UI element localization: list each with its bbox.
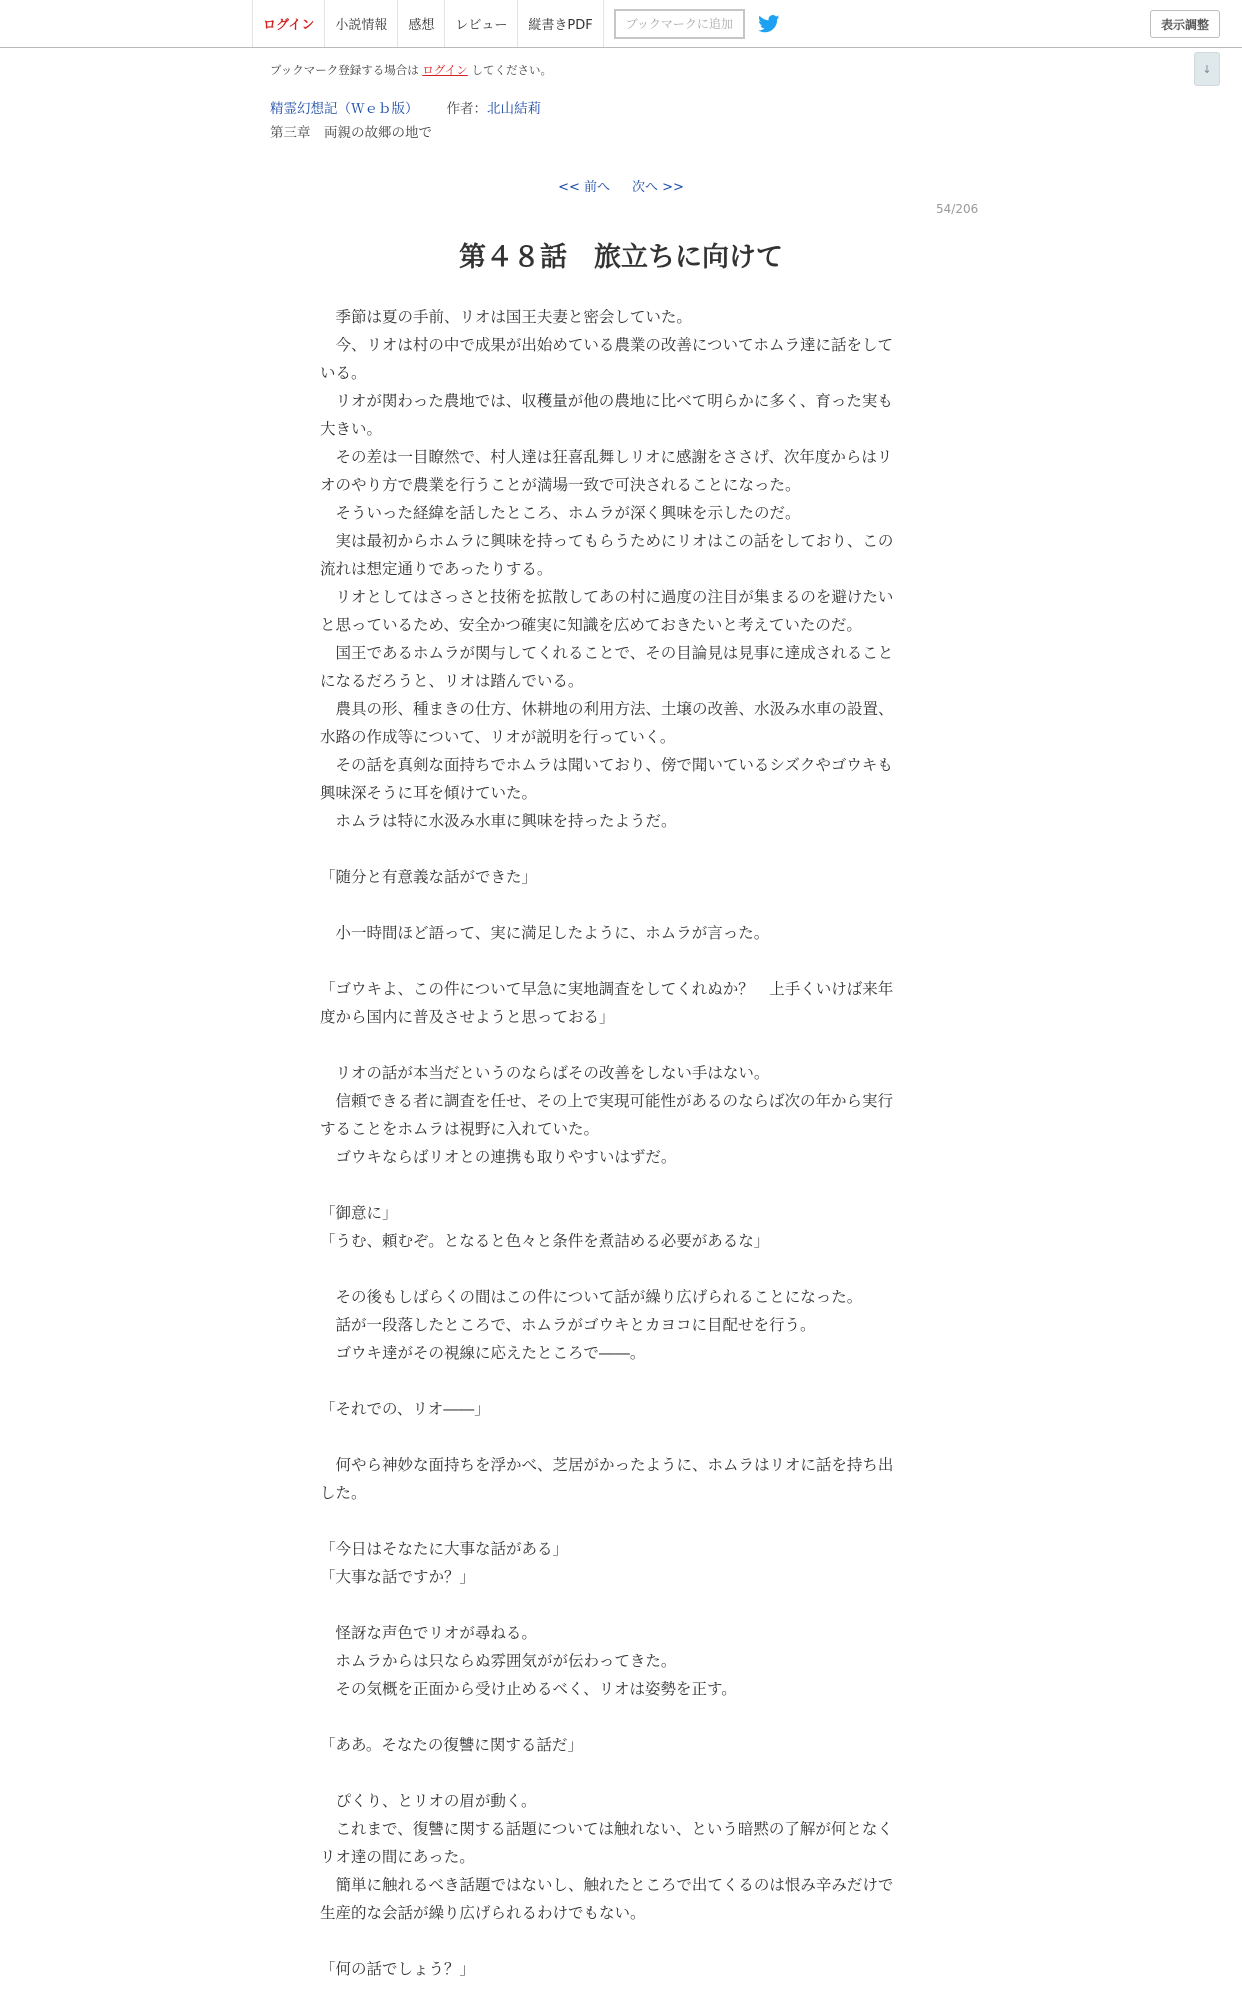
body-line: 国王であるホムラが関与してくれることで、その目論見は見事に達成されること (320, 644, 894, 662)
body-line (320, 1367, 920, 1395)
twitter-icon[interactable] (757, 12, 781, 36)
author-label: 作者： (446, 101, 487, 117)
scroll-down-button[interactable]: ↓ (1194, 52, 1220, 86)
body-line: 話が一段落したところで、ホムラがゴウキとカヨコに目配せを行う。 (320, 1316, 816, 1334)
episode-counter: 54/206 (936, 202, 979, 216)
body-line: その差は一目瞭然で、村人達は狂喜乱舞しリオに感謝をささげ、次年度からはリ (320, 448, 893, 466)
body-line: ホムラからは只ならぬ雰囲気がが伝わってきた。 (320, 1652, 677, 1670)
body-line: そういった経緯を話したところ、ホムラが深く興味を示したのだ。 (320, 504, 801, 522)
body-line: ゴウキならばリオとの連携も取りやすいはずだ。 (320, 1148, 677, 1166)
header-nav (252, 0, 781, 47)
body-line: 実は最初からホムラに興味を持ってもらうためにリオはこの話をしており、この (320, 532, 894, 550)
chapter-title: 第三章 両親の故郷の地で (270, 125, 432, 141)
body-line: 「うむ、頼むぞ。となると色々と条件を煮詰める必要があるな」 (320, 1232, 770, 1250)
review-link[interactable]: レビュー (445, 0, 518, 47)
novel-title-link[interactable]: 精霊幻想記（Ｗｅｂ版） (270, 101, 419, 117)
author-link[interactable]: 北山結莉 (487, 101, 541, 117)
body-line: リオ達の間にあった。 (320, 1848, 475, 1866)
body-line: ゴウキ達がその視線に応えたところで――。 (320, 1344, 646, 1362)
body-line: ホムラは特に水汲み水車に興味を持ったようだ。 (320, 812, 677, 830)
body-line: 小一時間ほど語って、実に満足したように、ホムラが言った。 (320, 924, 770, 942)
body-line: 「今日はそなたに大事な話がある」 (320, 1540, 569, 1558)
body-line: になるだろうと、リオは踏んでいる。 (320, 672, 584, 690)
body-line: 興味深そうに耳を傾けていた。 (320, 784, 538, 802)
body-line: 農具の形、種まきの仕方、休耕地の利用方法、土壌の改善、水汲み水車の設置、 (320, 700, 894, 718)
body-line: 度から国内に普及させようと思っておる」 (320, 1008, 615, 1026)
body-line: リオが関わった農地では、収穫量が他の農地に比べて明らかに多く、育った実も (320, 392, 893, 410)
body-line: その話を真剣な面持ちでホムラは聞いており、傍で聞いているシズクやゴウキも (320, 756, 893, 774)
episode-pager (0, 176, 1242, 195)
body-line (320, 947, 920, 975)
body-line: 信頼できる者に調査を任せ、その上で実現可能性があるのならば次の年から実行 (320, 1092, 894, 1110)
body-line (320, 1759, 920, 1787)
body-line (320, 1927, 920, 1955)
novel-info-line (270, 97, 541, 117)
body-line: 季節は夏の手前、リオは国王夫妻と密会していた。 (320, 308, 692, 326)
body-line (320, 1703, 920, 1731)
body-line: した。 (320, 1484, 367, 1502)
body-line: リオの話が本当だというのならばその改善をしない手はない。 (320, 1064, 770, 1082)
body-line: 生産的な会話が繰り広げられるわけでもない。 (320, 1904, 646, 1922)
body-line: 怪訝な声色でリオが尋ねる。 (320, 1624, 537, 1642)
body-line (320, 1507, 920, 1535)
body-line: オのやり方で農業を行うことが満場一致で可決されることになった。 (320, 476, 801, 494)
body-line: と思っているため、安全かつ確実に知識を広めておきたいと考えていたのだ。 (320, 616, 862, 634)
body-line: その気概を正面から受け止めるべく、リオは姿勢を正す。 (320, 1680, 737, 1698)
add-bookmark-button[interactable]: ブックマークに追加 (614, 9, 745, 39)
body-line: 「それでの、リオ――」 (320, 1400, 490, 1418)
bookmark-note-prefix: ブックマーク登録する場合は (270, 63, 419, 77)
body-line (320, 891, 920, 919)
top-navigation-bar (0, 0, 1242, 48)
body-line (320, 1423, 920, 1451)
body-line (320, 1255, 920, 1283)
episode-body (320, 303, 920, 1983)
body-line: 水路の作成等について、リオが説明を行っていく。 (320, 728, 676, 746)
display-settings-button[interactable]: 表示調整 (1150, 10, 1220, 38)
bookmark-note-suffix: してください。 (471, 63, 552, 77)
body-line: 何やら神妙な面持ちを浮かべ、芝居がかったように、ホムラはリオに話を持ち出 (320, 1456, 894, 1474)
body-line (320, 835, 920, 863)
body-line: 「御意に」 (320, 1204, 398, 1222)
novel-info-link[interactable]: 小説情報 (325, 0, 398, 47)
body-line: 簡単に触れるべき話題ではないし、触れたところで出てくるのは恨み辛みだけで (320, 1876, 894, 1894)
body-line: リオとしてはさっさと技術を拡散してあの村に過度の注目が集まるのを避けたい (320, 588, 894, 606)
body-line: することをホムラは視野に入れていた。 (320, 1120, 600, 1138)
body-line: 「随分と有意義な話ができた」 (320, 868, 538, 886)
body-line: 流れは想定通りであったりする。 (320, 560, 553, 578)
body-line (320, 1171, 920, 1199)
body-line: これまで、復讐に関する話題については触れない、という暗黙の了解が何となく (320, 1820, 893, 1838)
episode-title: 第４８話 旅立ちに向けて (459, 242, 783, 273)
bookmark-login-link[interactable]: ログイン (422, 63, 468, 77)
body-line (320, 1591, 920, 1619)
body-line: 大きい。 (320, 420, 383, 438)
next-episode-link[interactable]: 次へ >> (632, 180, 684, 195)
body-line (320, 1031, 920, 1059)
body-line: その後もしばらくの間はこの件について話が繰り広げられることになった。 (320, 1288, 863, 1306)
body-line: 「ああ。そなたの復讐に関する話だ」 (320, 1736, 583, 1754)
login-link[interactable]: ログイン (253, 0, 325, 47)
vertical-pdf-link[interactable]: 縦書きPDF (518, 0, 603, 47)
body-line: 「ゴウキよ、この件について早急に実地調査をしてくれぬか？ 上手くいけば来年 (320, 980, 894, 998)
body-line: いる。 (320, 364, 367, 382)
body-line: 「大事な話ですか？」 (320, 1568, 476, 1586)
prev-episode-link[interactable]: << 前へ (558, 180, 610, 195)
bookmark-login-note (270, 62, 552, 78)
body-line: 今、リオは村の中で成果が出始めている農業の改善についてホムラ達に話をして (320, 336, 894, 354)
body-line: 「何の話でしょう？」 (320, 1960, 476, 1978)
impressions-link[interactable]: 感想 (398, 0, 445, 47)
body-line: ぴくり、とリオの眉が動く。 (320, 1792, 537, 1810)
